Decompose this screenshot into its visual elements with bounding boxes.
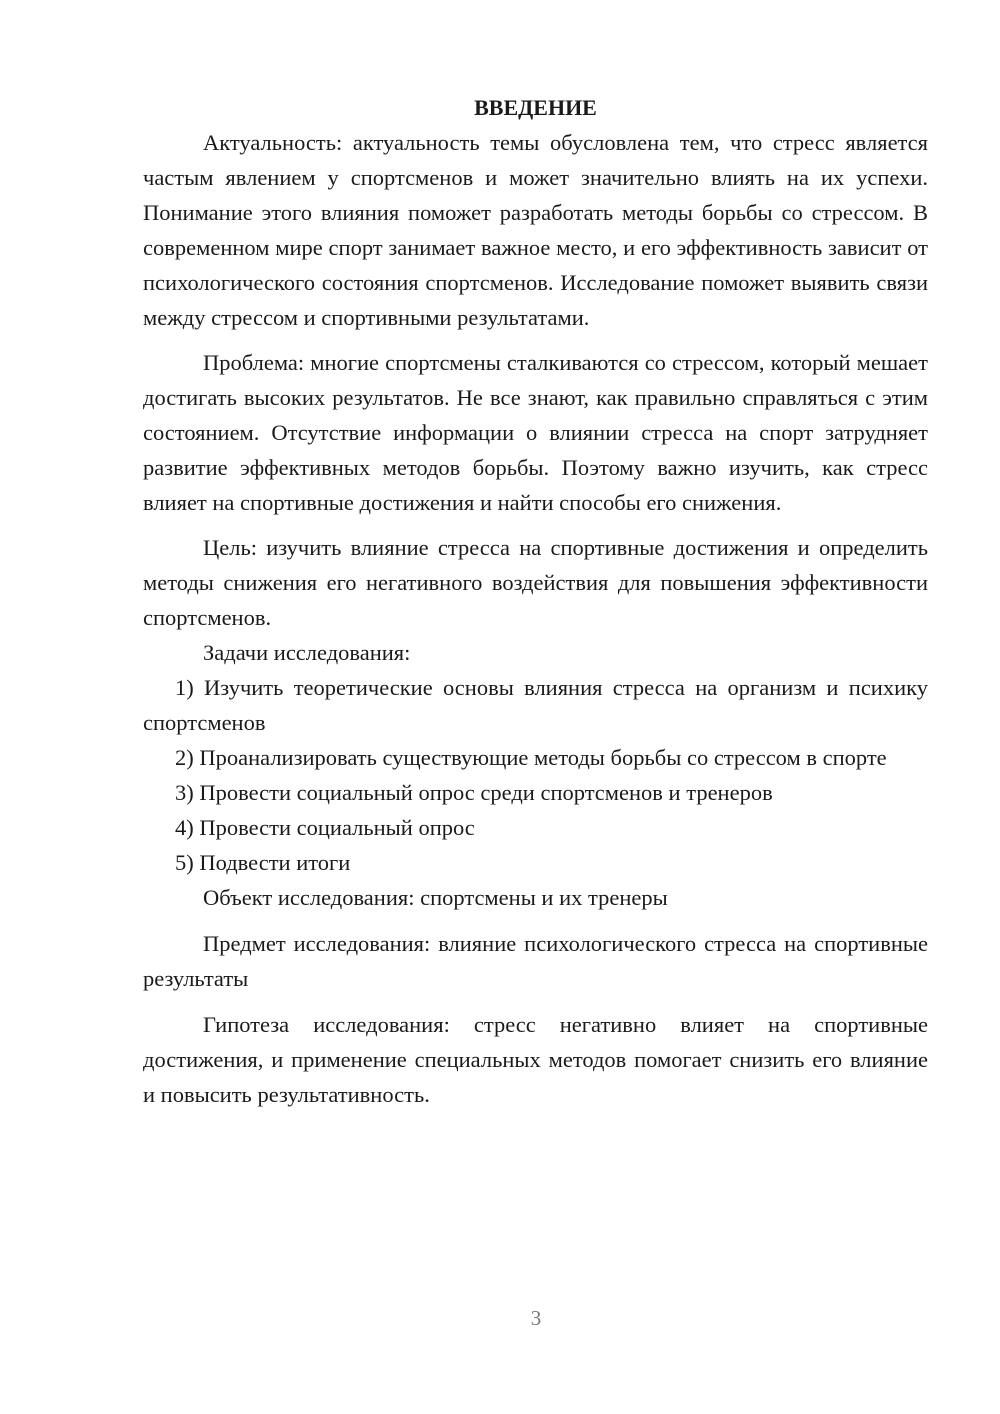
paragraph-problem: Проблема: многие спортсмены сталкиваются со стрессом, который мешает достигать высоких результатов. Не все знают, как правильно справляться с этим состоянием. Отсутствие информации о влиянии стресса на спорт затрудняет развитие эффективных методов борьбы. Поэтому важно изучить, как стресс влияет на спортивные достижения и найти способы его снижения. <box>143 350 928 515</box>
task-item-2: 2) Проанализировать существующие методы борьбы со стрессом в спорте <box>175 745 887 770</box>
paragraph-goal: Цель: изучить влияние стресса на спортивные достижения и определить методы снижения его негативного воздействия для повышения эффективности спортсменов. <box>143 535 928 630</box>
page-title: ВВЕДЕНИЕ <box>474 95 597 120</box>
document-page <box>143 90 928 1112</box>
tasks-heading: Задачи исследования: <box>203 640 411 665</box>
page-number: 3 <box>530 1306 542 1330</box>
paragraph-subject: Предмет исследования: влияние психологического стресса на спортивные результаты <box>143 931 928 991</box>
task-item-4: 4) Провести социальный опрос <box>175 815 475 840</box>
task-item-3: 3) Провести социальный опрос среди спортсменов и тренеров <box>175 780 773 805</box>
paragraph-hypothesis: Гипотеза исследования: стресс негативно влияет на спортивные достижения, и применение специальных методов помогает снизить его влияние и повысить результативность. <box>143 1012 928 1107</box>
paragraph-object: Объект исследования: спортсмены и их тренеры <box>203 885 668 910</box>
task-item-1: 1) Изучить теоретические основы влияния стресса на организм и психику спортсменов <box>143 675 928 735</box>
task-item-5: 5) Подвести итоги <box>175 850 351 875</box>
paragraph-relevance: Актуальность: актуальность темы обусловлена тем, что стресс является частым явлением у спортсменов и может значительно влиять на их успехи. Понимание этого влияния поможет разработать методы борьбы со стрессом. В современном мире спорт занимает важное место, и его эффективность зависит от психологического состояния спортсменов. Исследование поможет выявить связи между стрессом и спортивными результатами. <box>143 130 928 330</box>
